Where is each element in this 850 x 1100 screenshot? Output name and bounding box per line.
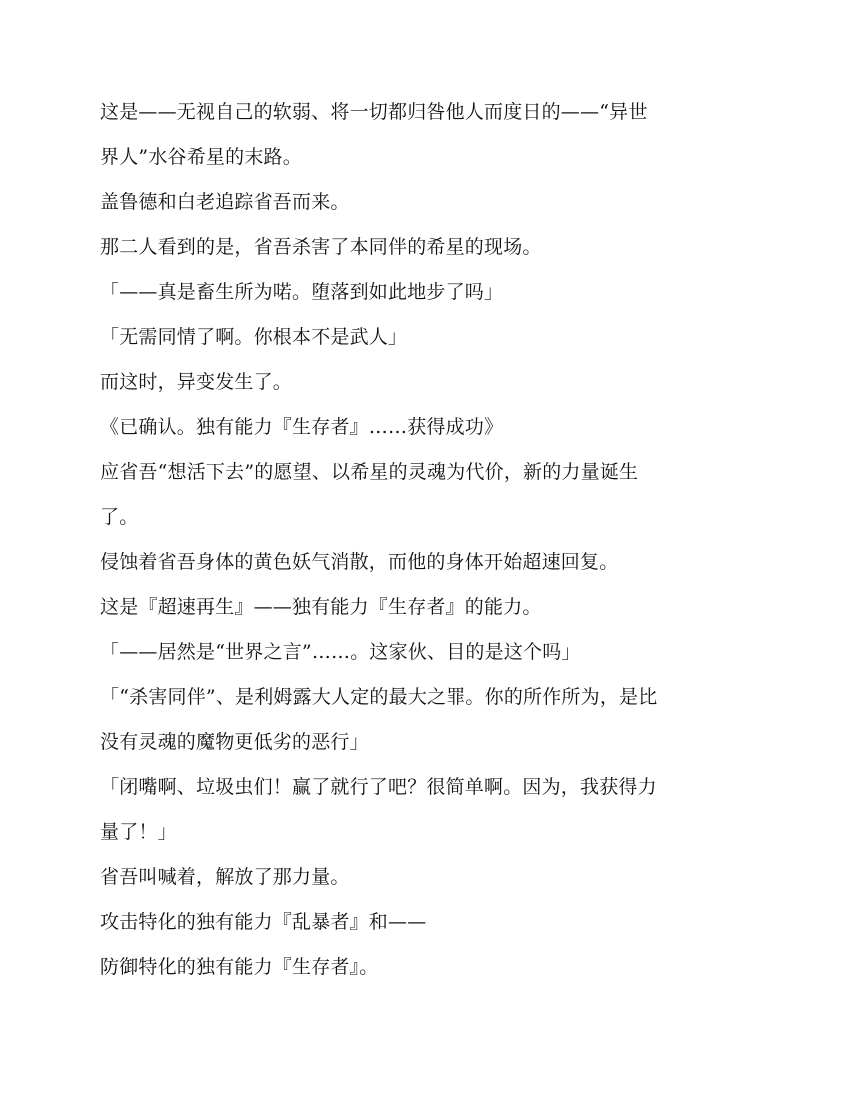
text-line: 攻击特化的独有能力『乱暴者』和—— xyxy=(100,911,427,933)
text-line: 侵蚀着省吾身体的黄色妖气消散，而他的身体开始超速回复。 xyxy=(100,551,619,573)
text-line: 而这时，异变发生了。 xyxy=(100,371,293,393)
text-line: 这是『超速再生』——独有能力『生存者』的能力。 xyxy=(100,596,542,618)
text-line: 省吾叫喊着，解放了那力量。 xyxy=(100,866,350,888)
text-line: 「无需同情了啊。你根本不是武人」 xyxy=(100,326,408,348)
text-line: 那二人看到的是，省吾杀害了本同伴的希星的现场。 xyxy=(100,236,542,258)
document-page xyxy=(100,90,720,990)
text-line: 应省吾“想活下去”的愿望、以希星的灵魂为代价，新的力量诞生 xyxy=(100,461,639,483)
text-line: 盖鲁德和白老追踪省吾而来。 xyxy=(100,191,350,213)
text-line: 量了！」 xyxy=(100,821,177,843)
text-line: 「——居然是“世界之言”……。这家伙、目的是这个吗」 xyxy=(100,641,581,663)
text-line: 防御特化的独有能力『生存者』。 xyxy=(100,956,379,978)
text-line: 「“杀害同伴”、是利姆露大人定的最大之罪。你的所作所为，是比 xyxy=(100,686,658,708)
text-line: 界人”水谷希星的末路。 xyxy=(100,146,302,168)
text-line: 「——真是畜生所为喏。堕落到如此地步了吗」 xyxy=(100,281,504,303)
text-line: 《已确认。独有能力『生存者』……获得成功》 xyxy=(100,416,504,438)
text-line: 「闭嘴啊、垃圾虫们！赢了就行了吧？很简单啊。因为，我获得力 xyxy=(100,776,657,798)
text-line: 了。 xyxy=(100,506,139,528)
text-line: 没有灵魂的魔物更低劣的恶行」 xyxy=(100,731,369,753)
text-line: 这是——无视自己的软弱、将一切都归咎他人而度日的——“异世 xyxy=(100,101,648,123)
